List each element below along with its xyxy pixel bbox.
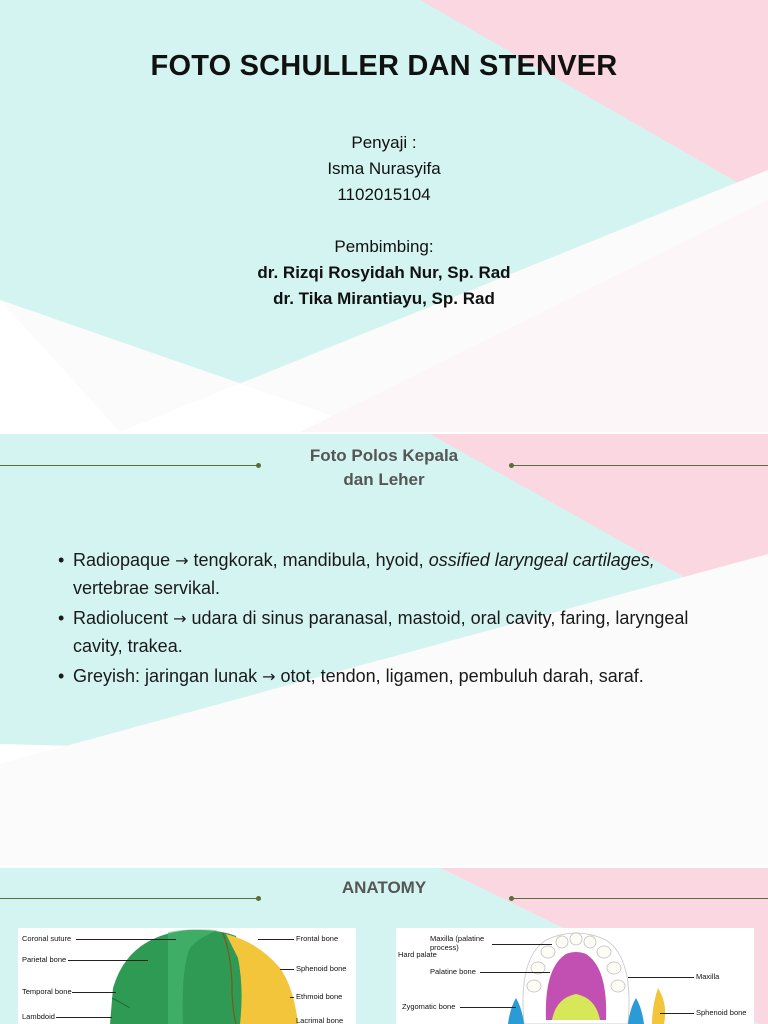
label-temporal-bone: Temporal bone [22, 987, 72, 996]
bullet-list [58, 547, 718, 694]
label-parietal-bone: Parietal bone [22, 955, 67, 964]
presenter-id: 1102015104 [337, 185, 431, 204]
label-palatine-bone: Palatine bone [430, 967, 476, 976]
title-slide [0, 0, 768, 432]
bullet-item: • Radiolucent → udara di sinus paranasal, mastoid, oral cavity, faring, laryngeal cavity, trakea. [58, 605, 718, 660]
bullet-icon: • [58, 608, 65, 628]
advisor-2: dr. Tika Mirantiayu, Sp. Rad [273, 289, 495, 308]
anatomy-slide [0, 868, 768, 1024]
presenter-info [0, 130, 768, 312]
section-header: ANATOMY [341, 878, 427, 897]
bullet-item: • Radiopaque → tengkorak, mandibula, hyoid, ossified laryngeal cartilages, vertebrae servikal. [58, 547, 718, 602]
label-maxilla-palatine: Maxilla (palatine process) [430, 934, 485, 952]
label-hard-palate: Hard palate [398, 950, 437, 959]
advisor-label: Pembimbing: [334, 237, 434, 256]
label-ethmoid-bone: Ethmoid bone [296, 992, 343, 1001]
presenter-label: Penyaji : [351, 133, 417, 152]
arrow-right-icon: → [175, 551, 189, 570]
label-lacrimal-bone: Lacrimal bone [296, 1016, 344, 1024]
label-sphenoid-bone: Sphenoid bone [296, 964, 347, 973]
section-header [0, 444, 768, 492]
label-lambdoid: Lambdoid [22, 1012, 55, 1021]
label-coronal-suture: Coronal suture [22, 934, 72, 943]
advisor-1: dr. Rizqi Rosyidah Nur, Sp. Rad [257, 263, 511, 282]
bullet-icon: • [58, 666, 65, 686]
skull-lateral-figure [18, 928, 356, 1024]
label-maxilla: Maxilla [696, 972, 720, 981]
bullet-icon: • [58, 550, 65, 570]
label-frontal-bone: Frontal bone [296, 934, 339, 943]
label-zygomatic-bone: Zygomatic bone [402, 1002, 456, 1011]
label-sphenoid-bone: Sphenoid bone [696, 1008, 747, 1017]
bullet-item: • Greyish: jaringan lunak → otot, tendon, ligamen, pembuluh darah, saraf. [58, 663, 718, 691]
presenter-name: Isma Nurasyifa [327, 159, 441, 178]
slide-title: FOTO SCHULLER DAN STENVER [150, 50, 618, 82]
section-header-line2: dan Leher [343, 470, 425, 489]
skull-base-figure [396, 928, 754, 1024]
content-slide [0, 434, 768, 866]
arrow-right-icon: → [262, 667, 276, 686]
arrow-right-icon: → [173, 609, 187, 628]
section-header-line1: Foto Polos Kepala [309, 446, 459, 465]
